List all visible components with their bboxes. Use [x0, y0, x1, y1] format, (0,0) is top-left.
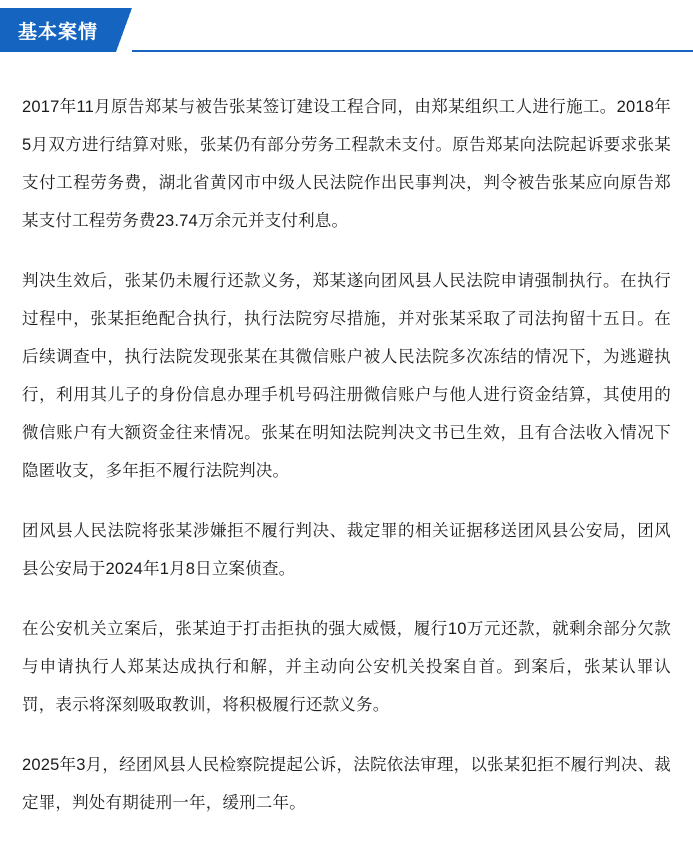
section-title: 基本案情 [0, 8, 116, 52]
article-body [0, 52, 693, 846]
paragraph: 团风县人民法院将张某涉嫌拒不履行判决、裁定罪的相关证据移送团风县公安局，团风县公安局于2024年1月8日立案侦查。 [22, 522, 671, 578]
section-title-slant [116, 8, 132, 52]
document-page [0, 8, 693, 846]
section-rule-wrap [132, 8, 693, 52]
paragraph: 在公安机关立案后，张某迫于打击拒执的强大威慑，履行10万元还款，就剩余部分欠款与申请执行人郑某达成执行和解，并主动向公安机关投案自首。到案后，张某认罪认罚，表示将深刻吸取教训，将积极履行还款义务。 [22, 620, 671, 714]
section-header [0, 8, 693, 52]
paragraph: 2025年3月，经团风县人民检察院提起公诉，法院依法审理，以张某犯拒不履行判决、裁定罪，判处有期徒刑一年，缓刑二年。 [22, 756, 671, 812]
paragraph: 2017年11月原告郑某与被告张某签订建设工程合同，由郑某组织工人进行施工。2018年5月双方进行结算对账，张某仍有部分劳务工程款未支付。原告郑某向法院起诉要求张某支付工程劳务费，湖北省黄冈市中级人民法院作出民事判决，判令被告张某应向原告郑某支付工程劳务费23.74万余元并支付利息。 [22, 98, 671, 230]
section-divider-line [132, 50, 693, 52]
paragraph: 判决生效后，张某仍未履行还款义务，郑某遂向团风县人民法院申请强制执行。在执行过程中，张某拒绝配合执行，执行法院穷尽措施，并对张某采取了司法拘留十五日。在后续调查中，执行法院发现张某在其微信账户被人民法院多次冻结的情况下，为逃避执行，利用其儿子的身份信息办理手机号码注册微信账户与他人进行资金结算，其使用的微信账户有大额资金往来情况。张某在明知法院判决文书已生效，且有合法收入情况下隐匿收支，多年拒不履行法院判决。 [22, 272, 671, 480]
